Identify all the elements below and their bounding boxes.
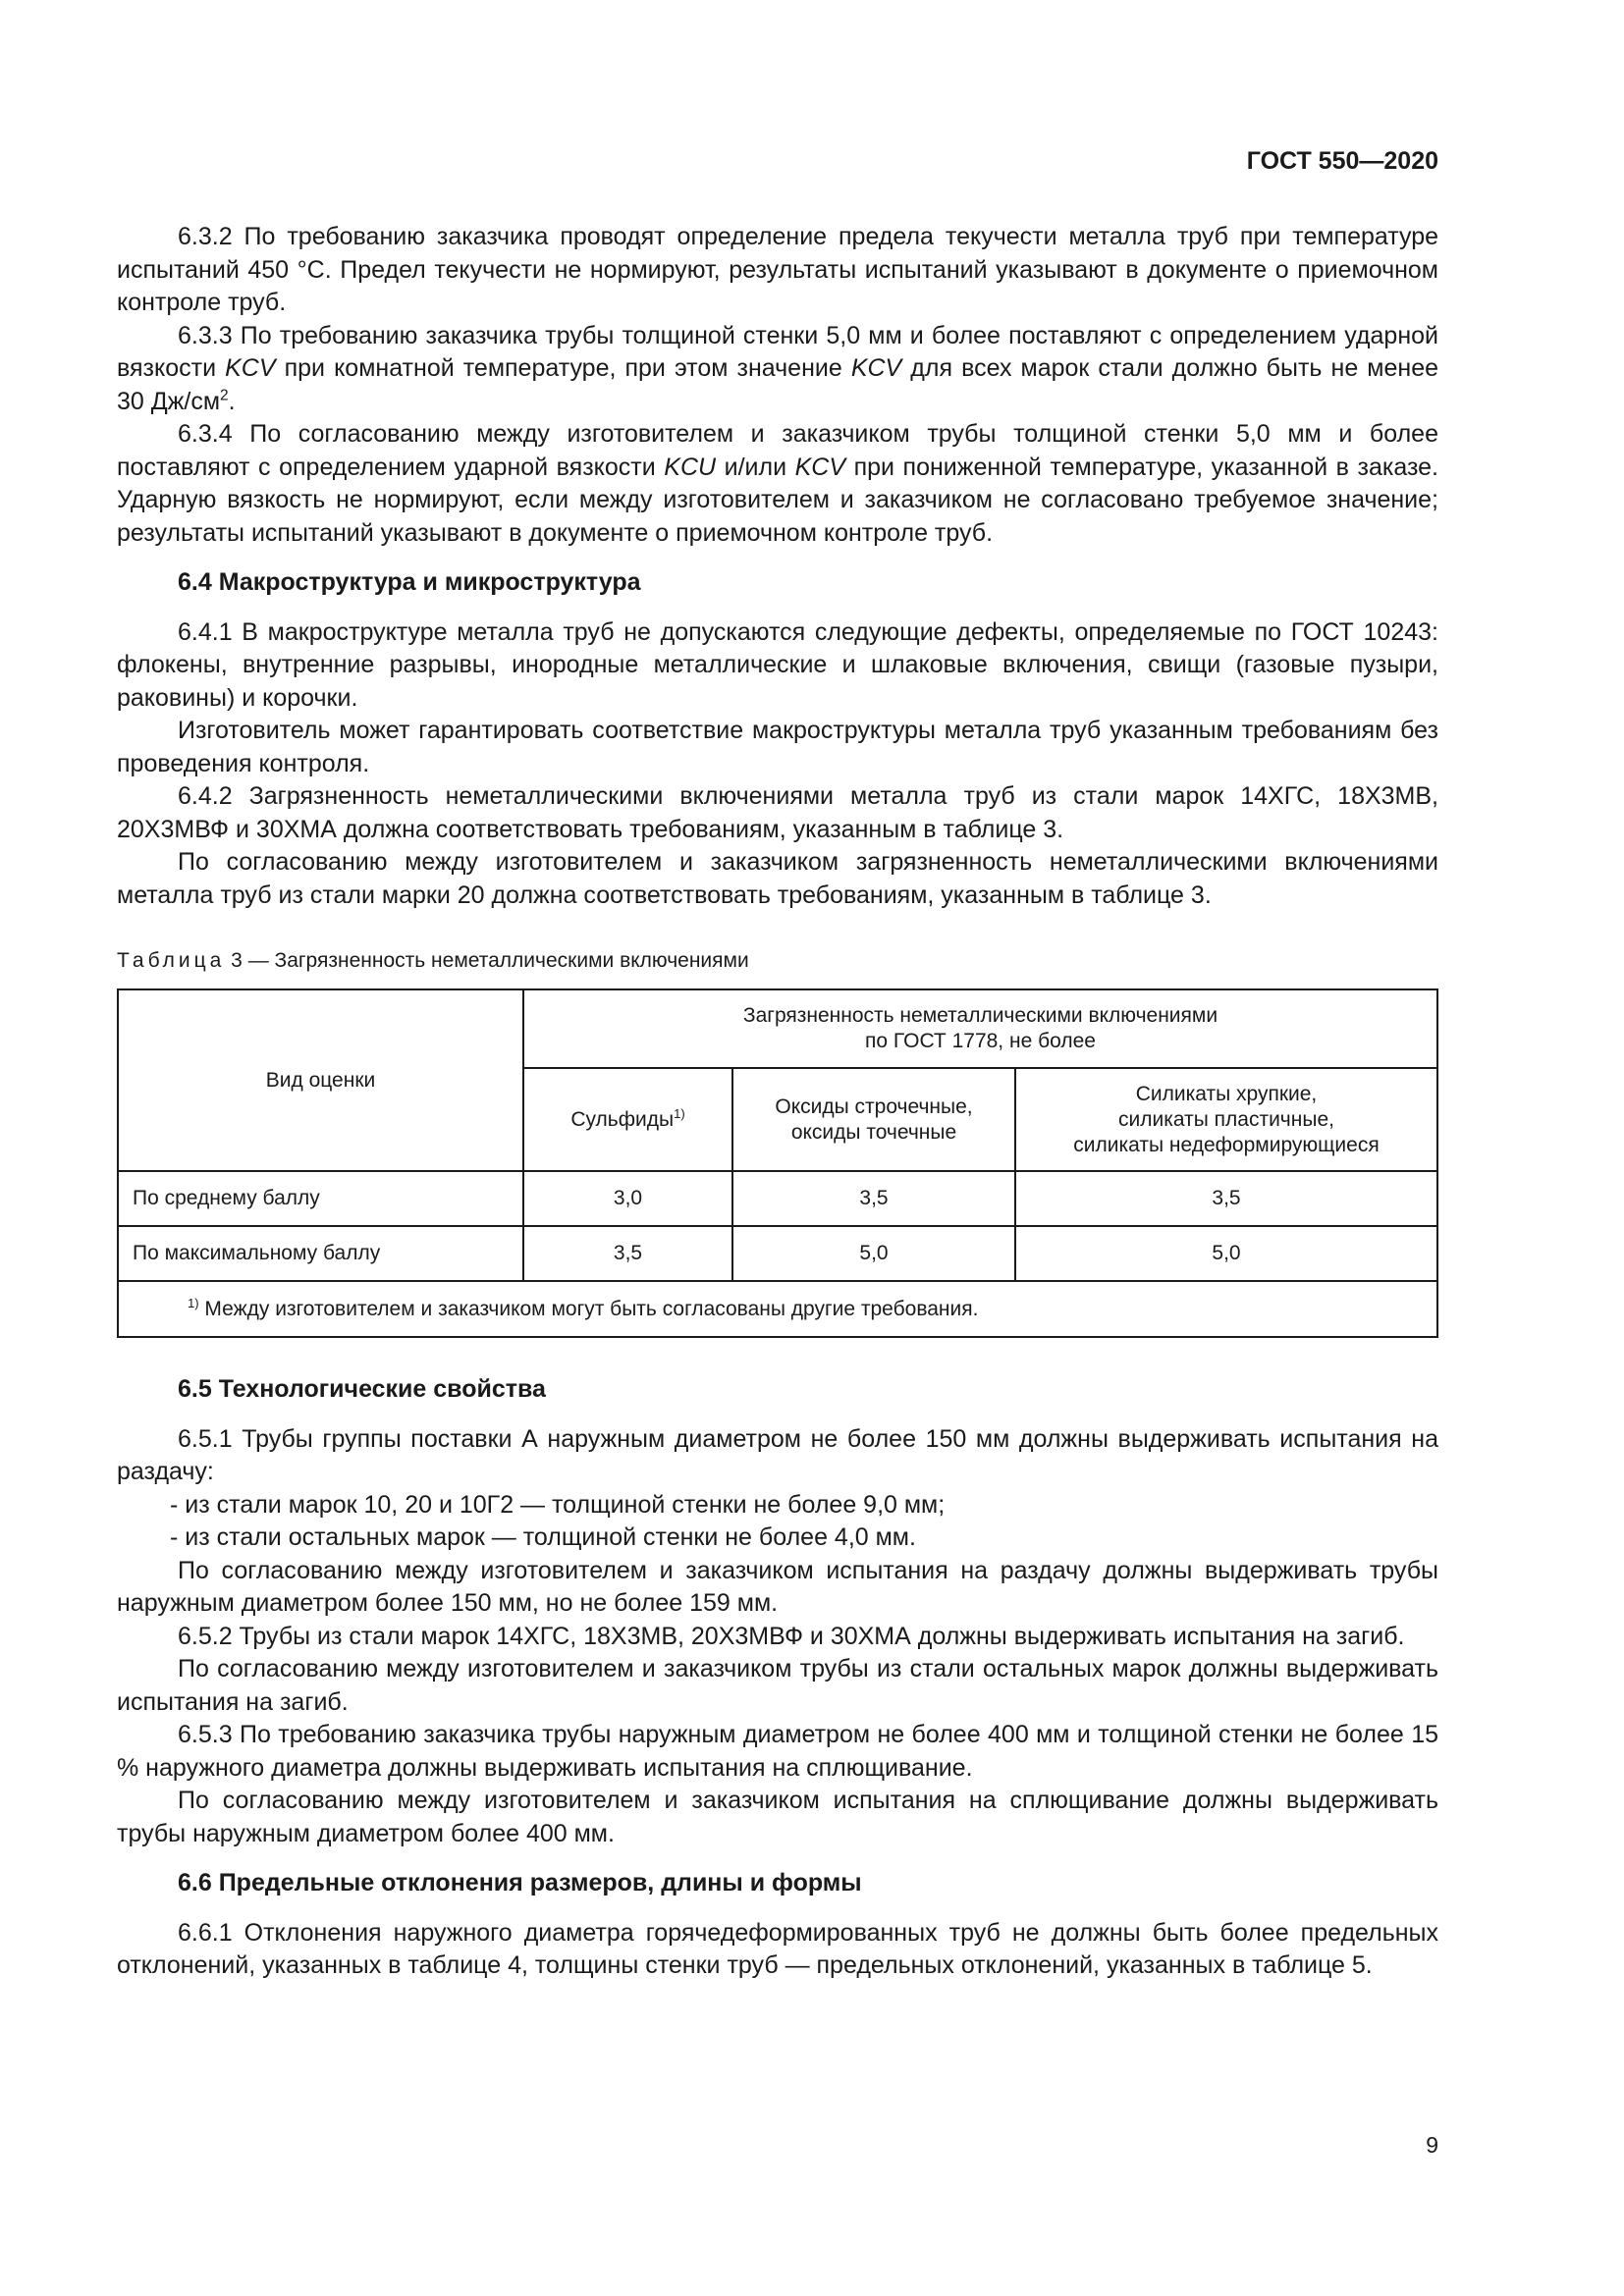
kcv-symbol: KCV	[225, 354, 276, 382]
section-heading-6-6: 6.6 Предельные отклонения размеров, длины и формы	[178, 1869, 862, 1896]
kcu-symbol: KCU	[664, 453, 717, 481]
cell-oxides: 5,0	[732, 1226, 1015, 1281]
cell-oxides: 3,5	[732, 1171, 1015, 1226]
table-footnote: $^{1)}$ Между изготовителем и заказчиком могут быть согласованы другие требования.	[118, 1281, 1437, 1337]
paragraph-6-4-2-b: По согласованию между изготовителем и заказчиком загрязненность неметаллическими включениями металла труб из стали марки 20 должна соответствовать требованиям, указанным в таблице 3.	[117, 848, 1438, 909]
paragraph-6-3-4: 6.3.4 По согласованию между изготовителем и заказчиком трубы толщиной стенки 5,0 мм и более поставляют с определением ударной вязкости KCU и/или KCV при пониженной температуре, указанной в заказе. Ударную вязкость не нормируют, если между изготовителем и заказчиком не согласовано требуемое значение; результаты испытаний указывают в документе о приемочном контроле труб.	[117, 420, 1439, 547]
paragraph-6-5-3: 6.5.3 По требованию заказчика трубы наружным диаметром не более 400 мм и толщиной стенки не более 15 % наружного диаметра должны выдерживать испытания на сплющивание.	[117, 1721, 1438, 1782]
header-vid-ocenki: Вид оценки	[118, 989, 523, 1171]
table-footnote-row	[118, 1281, 1437, 1337]
section-heading-6-4: 6.4 Макроструктура и микроструктура	[178, 568, 641, 596]
cell-silicates: 5,0	[1015, 1226, 1437, 1281]
paragraph-6-5-2-b: По согласованию между изготовителем и заказчиком трубы из стали остальных марок должны выдерживать испытания на загиб.	[117, 1655, 1438, 1716]
paragraph-6-5-2: 6.5.2 Трубы из стали марок 14ХГС, 18Х3МВ, 20Х3МВФ и 30ХМА должны выдерживать испытания на загиб.	[178, 1622, 1405, 1650]
row-label: По максимальному баллу	[118, 1226, 523, 1281]
paragraph-6-4-2: 6.4.2 Загрязненность неметаллическими включениями металла труб из стали марок 14ХГС, 18Х3МВ, 20Х3МВФ и 30ХМА должна соответствовать требованиям, указанным в таблице 3.	[117, 782, 1438, 843]
cell-sulfides: 3,5	[523, 1226, 732, 1281]
header-silicates: Силикаты хрупкие, силикаты пластичные, силикаты недеформирующиеся	[1015, 1068, 1437, 1171]
document-code: ГОСТ 550—2020	[1246, 147, 1438, 175]
page-number: 9	[1426, 2132, 1438, 2158]
table-row	[118, 1171, 1437, 1226]
paragraph-6-4-1: 6.4.1 В макроструктуре металла труб не допускаются следующие дефекты, определяемые по ГОСТ 10243: флокены, внутренние разрывы, инородные металлические и шлаковые включения, свищи (газовые пузыри, раковины) и корочки.	[117, 617, 1438, 712]
page-content	[117, 221, 1438, 1983]
list-item: - из стали остальных марок — толщиной стенки не более 4,0 мм.	[170, 1523, 916, 1551]
paragraph-6-3-3: 6.3.3 По требованию заказчика трубы толщиной стенки 5,0 мм и более поставляют с определением ударной вязкости KCV при комнатной температуре, при этом значение KCV для всех марок стали должно быть не менее 30 $Дж/см^2$.	[117, 321, 1439, 415]
paragraph-6-5-3-b: По согласованию между изготовителем и заказчиком испытания на сплющивание должны выдерживать трубы наружным диаметром более 400 мм.	[117, 1787, 1438, 1847]
row-label: По среднему баллу	[118, 1171, 523, 1226]
header-sulfides: Сульфиды$^{1)}$	[523, 1068, 732, 1171]
table-3-caption: Таблица 3 — Загрязненность неметаллическими включениями	[117, 949, 749, 972]
section-heading-6-5: 6.5 Технологические свойства	[178, 1375, 546, 1403]
header-group: Загрязненность неметаллическими включениями по ГОСТ 1778, не более	[523, 989, 1437, 1068]
kcv-symbol: KCV	[850, 354, 902, 382]
paragraph-6-5-1: 6.5.1 Трубы группы поставки А наружным диаметром не более 150 мм должны выдерживать испытания на раздачу:	[117, 1424, 1438, 1485]
paragraph-6-4-1-b: Изготовитель может гарантировать соответствие макроструктуры металла труб указанным требованиям без проведения контроля.	[117, 717, 1438, 777]
cell-silicates: 3,5	[1015, 1171, 1437, 1226]
kcv-symbol: KCV	[794, 453, 846, 481]
table-row	[118, 1226, 1437, 1281]
header-oxides: Оксиды строчечные, оксиды точечные	[732, 1068, 1015, 1171]
table-3	[117, 988, 1438, 1338]
cell-sulfides: 3,0	[523, 1171, 732, 1226]
paragraph-6-5-1-b: По согласованию между изготовителем и заказчиком испытания на раздачу должны выдерживать трубы наружным диаметром более 150 мм, но не более 159 мм.	[117, 1556, 1438, 1617]
list-item: - из стали марок 10, 20 и 10Г2 — толщиной стенки не более 9,0 мм;	[170, 1490, 946, 1519]
paragraph-6-3-2: 6.3.2 По требованию заказчика проводят определение предела текучести металла труб при температуре испытаний 450 °C. Предел текучести не нормируют, результаты испытаний указывают в документе о приемочном контроле труб.	[117, 223, 1438, 316]
paragraph-6-6-1: 6.6.1 Отклонения наружного диаметра горячедеформированных труб не должны быть более предельных отклонений, указанных в таблице 4, толщины стенки труб — предельных отклонений, указанных в таблице 5.	[117, 1918, 1438, 1979]
